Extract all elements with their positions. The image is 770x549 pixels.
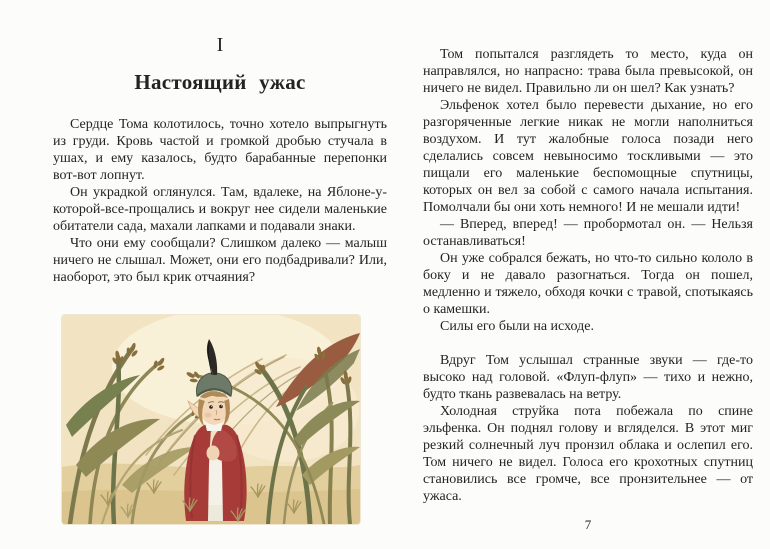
paragraph: Том попытался разглядеть то место, куда он направлялся, но напрасно: трава была превысокой, он ничего не видел. Правильно ли он шел? Как узнать? xyxy=(423,47,753,96)
right-page-text-block2 xyxy=(423,352,753,505)
left-page xyxy=(53,30,387,286)
right-page xyxy=(423,46,753,533)
paragraph: Холодная струйка пота побежала по спине эльфенка. Он поднял голову и вгляделся. В этот миг резкий солнечный луч пронзил облака и ослепил его. Том ничего не видел. Голоса его крохотных спутниц становились все громче, все пронзительнее — от ужаса. xyxy=(423,404,753,504)
page-number: 7 xyxy=(584,517,592,532)
paragraph: Силы его были на исходе. xyxy=(440,319,594,334)
paragraph: Что они ему сообщали? Слишком далеко — малыш ничего не слышал. Может, они его подбадривали? Или, наоборот, это был крик отчаяния? xyxy=(53,236,387,286)
chapter-title: Настоящий ужас xyxy=(134,70,306,94)
paragraph: Эльфенок хотел было перевести дыхание, но его разгоряченные легкие никак не могли наполниться воздухом. И тут жалобные голоса позади него сделались совсем невыносимо тоскливыми — это пищали его маленькие беспомощные спутницы, которых он вел за собой с самого начала испытания. Помолчали бы они хоть немного! И не мешали идти! xyxy=(423,98,753,215)
chapter-number: I xyxy=(216,34,224,56)
paragraph: Сердце Тома колотилось, точно хотело выпрыгнуть из груди. Кровь частой и громкой дробью стучала в ушах, и ему казалось, будто барабанные перепонки вот-вот лопнут. xyxy=(53,117,387,184)
paragraph: Он украдкой оглянулся. Там, вдалеке, на Яблоне-у-которой-все-прощались и вокруг нее сидели маленькие обитатели сада, махали лапками и подавали знаки. xyxy=(53,185,387,235)
paragraph: Вдруг Том услышал странные звуки — где-то высоко над головой. «Флуп-флуп» — тихо и нежно, будто ткань развевалась на ветру. xyxy=(423,353,753,402)
left-page-text xyxy=(53,116,387,286)
paragraph: — Вперед, вперед! — пробормотал он. — Нельзя останавливаться! xyxy=(423,217,753,249)
right-page-text-block1 xyxy=(423,46,753,335)
illustration-svg xyxy=(62,315,360,524)
grass-elf-illustration xyxy=(62,315,360,524)
paragraph: Он уже собрался бежать, но что-то сильно кололо в боку и не давало разогнаться. Тогда он пошел, медленно и тяжело, обходя кочки с травой, спотыкаясь о камешки. xyxy=(423,251,753,317)
